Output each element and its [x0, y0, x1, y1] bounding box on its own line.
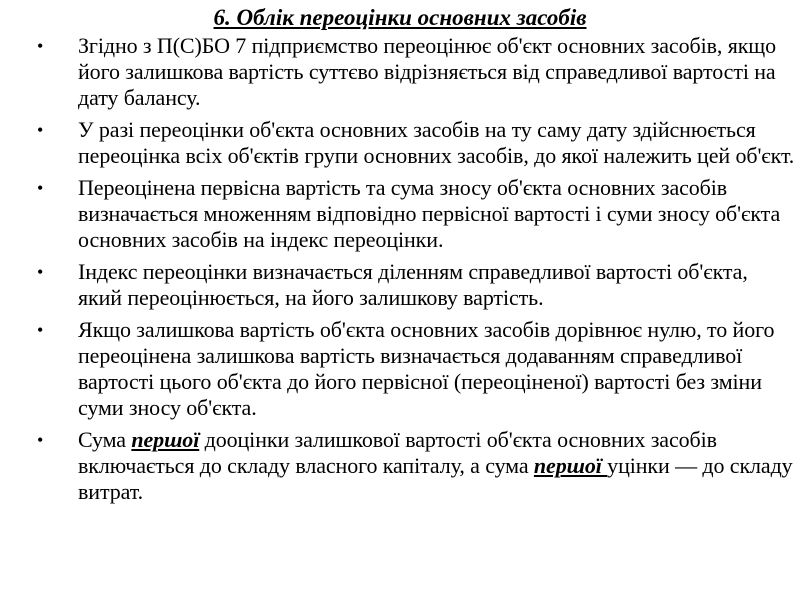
- bullet-item: [37, 117, 797, 169]
- bullet-dot-icon: •: [37, 36, 44, 56]
- bullet-dot-icon: •: [37, 262, 44, 282]
- bullet-dot-icon: •: [37, 430, 44, 450]
- bullet-text: Індекс переоцінки визначається діленням справедливої вартості об'єкта, який переоцінюється, на його залишкову вартість.: [78, 259, 748, 310]
- bullet-dot-icon: •: [37, 120, 44, 140]
- emphasis-text: першої: [131, 427, 200, 452]
- bullet-text: Згідно з П(С)БО 7 підприємство переоцінює об'єкт основних засобів, якщо його залишкова вартість суттєво відрізняється від справедливої вартості на дату балансу.: [78, 33, 777, 110]
- bullet-text: У разі переоцінки об'єкта основних засобів на ту саму дату здійснюється переоцінка всіх об'єктів групи основних засобів, до якої належить цей об'єкт.: [78, 117, 795, 168]
- bullet-item: [37, 259, 797, 311]
- bullet-list: [37, 33, 797, 511]
- bullet-text: Переоцінена первісна вартість та сума зносу об'єкта основних засобів визначається множенням відповідно первісної вартості і суми зносу об'єкта основних засобів на індекс переоцінки.: [78, 175, 781, 252]
- bullet-text-part: дооцінки залишкової вартості об'єкта основних засобів включається до складу власного капіталу, а сума: [78, 427, 717, 478]
- bullet-text-part: уцінки — до складу витрат.: [78, 453, 793, 504]
- bullet-item: [37, 33, 797, 111]
- bullet-dot-icon: •: [37, 320, 44, 340]
- bullet-item: [37, 427, 797, 505]
- emphasis-text: першої: [533, 453, 608, 478]
- bullet-dot-icon: •: [37, 178, 44, 198]
- bullet-item: [37, 317, 797, 421]
- bullet-text: Якщо залишкова вартість об'єкта основних засобів дорівнює нулю, то його переоцінена залишкова вартість визначається додаванням справедливої вартості цього об'єкта до його первісної (переоціненої) вартості без зміни суми зносу об'єкта.: [78, 317, 775, 420]
- bullet-item: [37, 175, 797, 253]
- bullet-text-part: Сума: [78, 427, 132, 452]
- bullet-text: [78, 427, 793, 504]
- slide-title: 6. Облік переоцінки основних засобів: [213, 5, 587, 30]
